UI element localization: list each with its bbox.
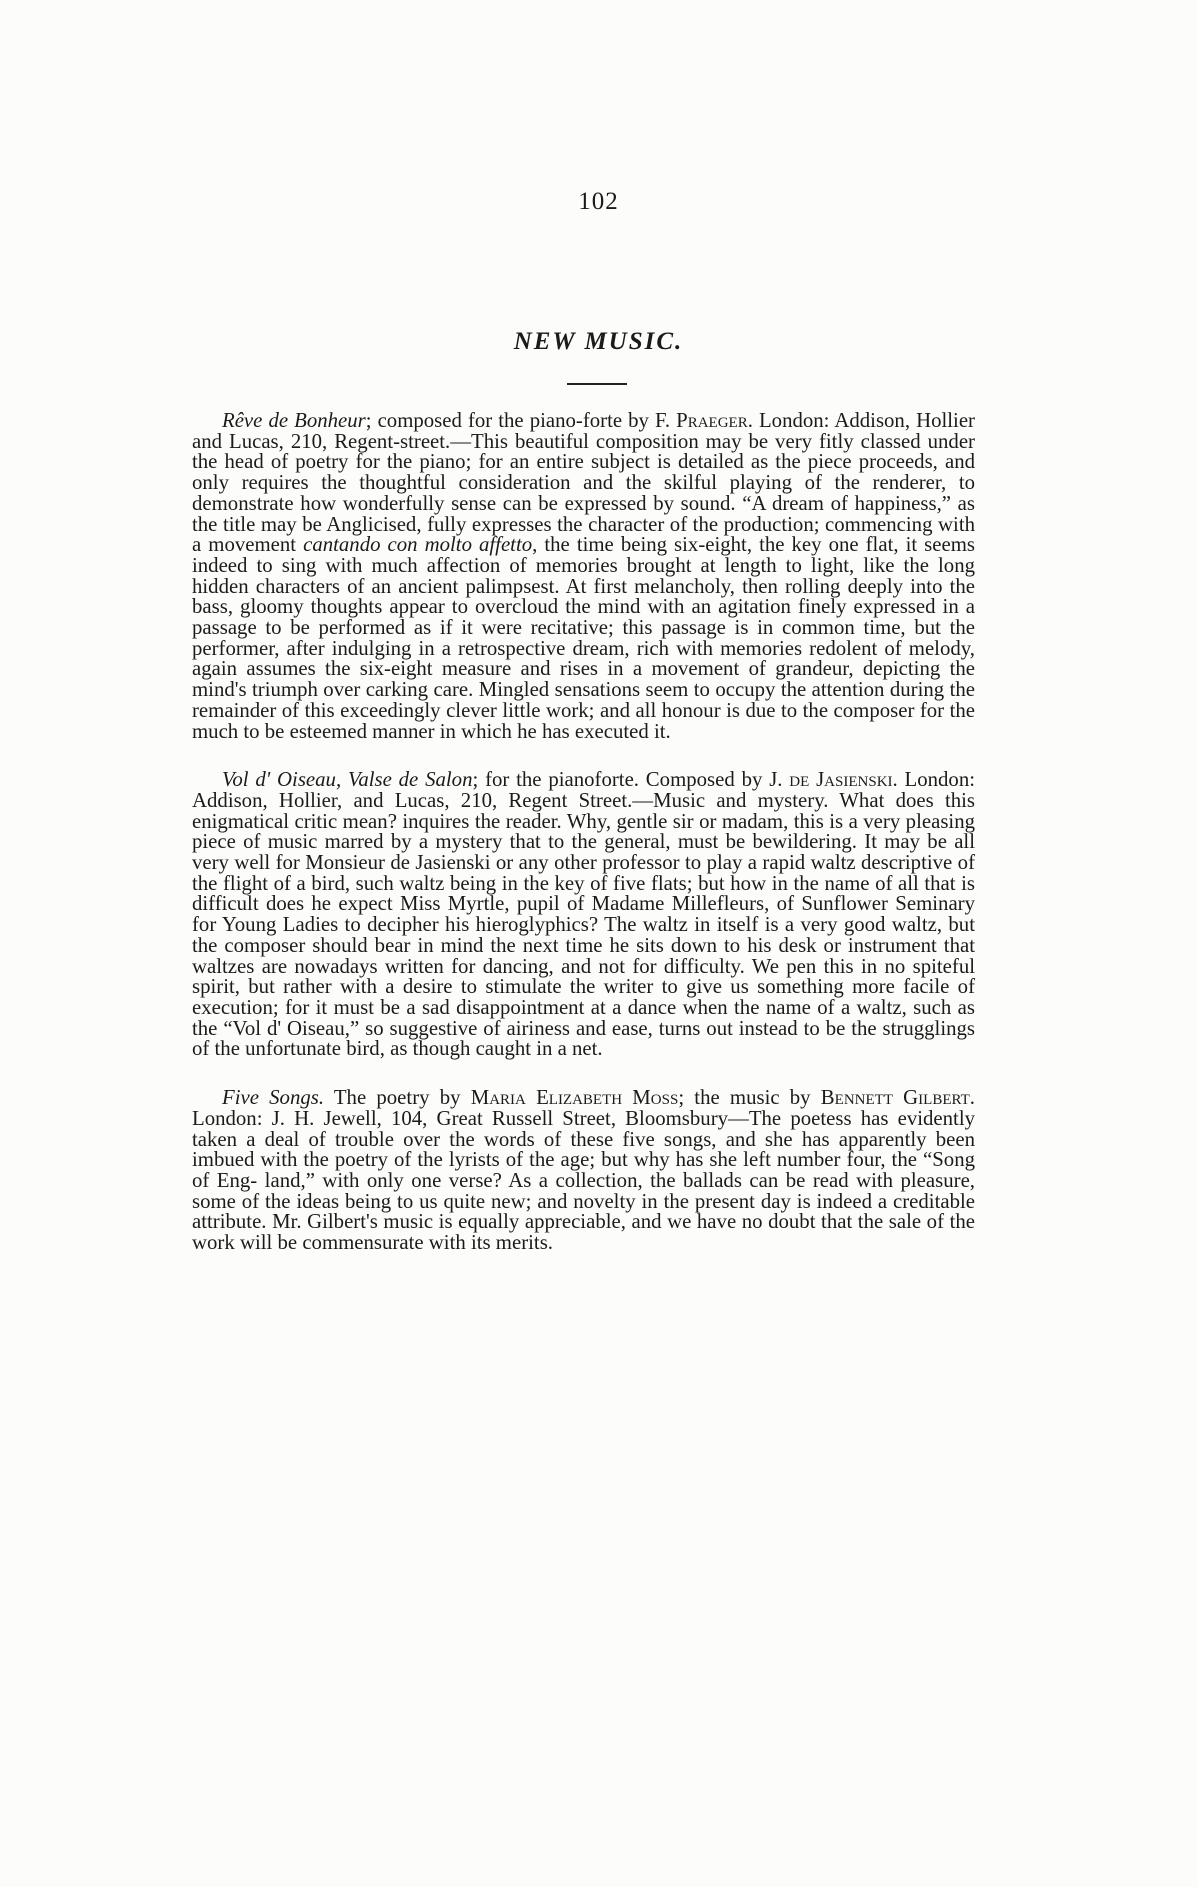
review-lead: The poetry by <box>324 1086 471 1110</box>
page-number: 102 <box>578 188 619 215</box>
work-title: Five Songs. <box>222 1086 325 1110</box>
review-lead: ; for the pianoforte. Composed by <box>472 768 770 792</box>
work-title: Vol d' Oiseau, Valse de Salon <box>222 768 473 792</box>
review-text-continued: , the time being six-eight, the key one flat, it seems indeed to sing with much affection of memories brought at length to light, like the long hidden characters of an ancient palimpsest. At first melancholy, then rolling deeply into the bass, gloomy thoughts appear to overcloud the mind with an agitation finely expressed in a passage to be performed as if it were recitative; this passage is in common time, but the performer, after indulging in a retrospective dream, rich with memories redolent of melody, again assumes the six-eight measure and rises in a movement of grandeur, depicting the mind's triumph over carking care. Mingled sensations seem to occupy the attention during the remainder of this exceedingly clever little work; and all honour is due to the composer for the much to be esteemed manner in which he has executed it. <box>192 533 975 743</box>
review-paragraph <box>192 770 975 1060</box>
article-body <box>192 411 975 1254</box>
review-paragraph <box>192 411 975 742</box>
review-lead: ; composed for the piano-forte by <box>365 409 655 432</box>
work-title: Rêve de Bonheur <box>222 409 366 432</box>
tempo-marking: cantando con molto affetto <box>303 533 533 557</box>
composer-name: F. Praeger <box>655 409 748 432</box>
poet-name: Maria Elizabeth Moss <box>470 1086 679 1110</box>
composer-name: J. de Jasienski <box>769 768 893 792</box>
page-title: NEW MUSIC. <box>513 328 684 355</box>
review-text: . London: Addison, Hollier, and Lucas, 210, Regent Street.—Music and mystery. What does this enigmatical critic mean? inquires the reader. Why, gentle sir or madam, this is a very pleasing piece of music marred by a mystery that to the general, must be bewildering. It may be all very well for Monsieur de Jasienski or any other professor to play a rapid waltz descriptive of the flight of a bird, such waltz being in the key of five flats; but how in the name of all that is difficult does he expect Miss Myrtle, pupil of Madame Millefleurs, of Sunflower Seminary for Young Ladies to decipher his hieroglyphics? The waltz in itself is a very good waltz, but the composer should bear in mind the next time he sits down to his desk or instrument that waltzes are nowadays written for dancing, and not for difficulty. We pen this in no spiteful spirit, but rather with a desire to stimulate the writer to give us something more facile of execution; for it must be a sad disappointment at a dance when the name of a waltz, such as the “Vol d' Oiseau,” so suggestive of airiness and ease, turns out instead to be the strugglings of the unfortunate bird, as though caught in a net. <box>192 768 976 1061</box>
review-mid: ; the music by <box>678 1086 821 1110</box>
composer-name: Bennett Gilbert <box>820 1086 970 1110</box>
review-text: . London: Addison, Hollier and Lucas, 210, Regent-street.—This beautiful composition may be very fitly classed under the head of poetry for the piano; for an entire subject is detailed as the piece proceeds, and only requires the thoughtful consideration and the skilful playing of the renderer, to demonstrate how wonderfully sense can be expressed by sound. “A dream of happiness,” as the title may be Anglicised, fully expresses the character of the production; commencing with a movement <box>192 409 975 557</box>
review-paragraph <box>192 1088 975 1254</box>
review-text: . London: J. H. Jewell, 104, Great Russell Street, Bloomsbury—The poetess has evidently taken a deal of trouble over the words of these five songs, and she has apparently been imbued with the poetry of the lyrists of the age; but why has she left number four, the “Song of Eng- land,” with only one verse? As a collection, the ballads can be read with pleasure, some of the ideas being to us quite new; and novelty in the present day is indeed a creditable attribute. Mr. Gilbert's music is equally appreciable, and we have no doubt that the sale of the work will be commensurate with its merits. <box>192 1086 975 1255</box>
title-rule <box>567 383 627 385</box>
